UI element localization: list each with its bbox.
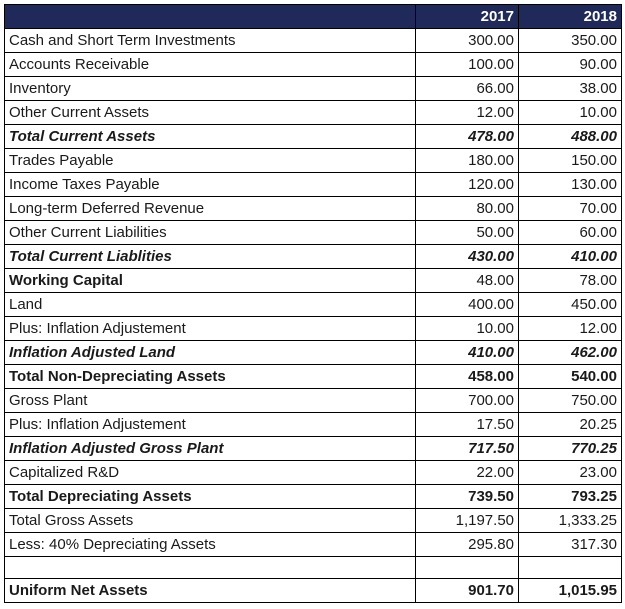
value-2018: 20.25 xyxy=(519,413,622,437)
row-label: Long-term Deferred Revenue xyxy=(5,197,416,221)
row-label: Inventory xyxy=(5,77,416,101)
table-row xyxy=(5,485,622,509)
table-row xyxy=(5,77,622,101)
value-2017: 180.00 xyxy=(416,149,519,173)
value-2018: 770.25 xyxy=(519,437,622,461)
table-row xyxy=(5,173,622,197)
value-2017: 717.50 xyxy=(416,437,519,461)
row-label: Inflation Adjusted Land xyxy=(5,341,416,365)
table-body xyxy=(5,29,622,603)
value-2017: 458.00 xyxy=(416,365,519,389)
value-2018: 488.00 xyxy=(519,125,622,149)
value-2018: 1,015.95 xyxy=(519,579,622,603)
value-2018: 78.00 xyxy=(519,269,622,293)
table-row xyxy=(5,29,622,53)
table-row xyxy=(5,341,622,365)
row-label: Uniform Net Assets xyxy=(5,579,416,603)
header-year-2017: 2017 xyxy=(416,5,519,29)
header-label-cell xyxy=(5,5,416,29)
value-2017: 300.00 xyxy=(416,29,519,53)
value-2018: 1,333.25 xyxy=(519,509,622,533)
table-row xyxy=(5,269,622,293)
row-label: Plus: Inflation Adjustement xyxy=(5,317,416,341)
row-label: Less: 40% Depreciating Assets xyxy=(5,533,416,557)
table-row xyxy=(5,53,622,77)
row-label: Gross Plant xyxy=(5,389,416,413)
header-row xyxy=(5,5,622,29)
value-2017: 410.00 xyxy=(416,341,519,365)
balance-sheet-table xyxy=(4,4,622,603)
table-row xyxy=(5,389,622,413)
value-2018: 60.00 xyxy=(519,221,622,245)
header-year-2018: 2018 xyxy=(519,5,622,29)
value-2018: 462.00 xyxy=(519,341,622,365)
table-row xyxy=(5,197,622,221)
value-2017: 100.00 xyxy=(416,53,519,77)
value-2017: 478.00 xyxy=(416,125,519,149)
value-2018: 450.00 xyxy=(519,293,622,317)
value-2017: 739.50 xyxy=(416,485,519,509)
row-label: Other Current Assets xyxy=(5,101,416,125)
table-row xyxy=(5,365,622,389)
value-2017: 48.00 xyxy=(416,269,519,293)
value-2017: 80.00 xyxy=(416,197,519,221)
table-row xyxy=(5,437,622,461)
value-2017: 10.00 xyxy=(416,317,519,341)
value-2018: 10.00 xyxy=(519,101,622,125)
row-label: Trades Payable xyxy=(5,149,416,173)
table-row xyxy=(5,461,622,485)
table-row xyxy=(5,533,622,557)
value-2017: 66.00 xyxy=(416,77,519,101)
table-row xyxy=(5,101,622,125)
row-label: Total Gross Assets xyxy=(5,509,416,533)
value-2018: 350.00 xyxy=(519,29,622,53)
value-2017: 22.00 xyxy=(416,461,519,485)
table-row xyxy=(5,413,622,437)
value-2018: 90.00 xyxy=(519,53,622,77)
value-2018: 130.00 xyxy=(519,173,622,197)
value-2017: 50.00 xyxy=(416,221,519,245)
value-2017: 295.80 xyxy=(416,533,519,557)
value-2017: 17.50 xyxy=(416,413,519,437)
row-label: Cash and Short Term Investments xyxy=(5,29,416,53)
table-row xyxy=(5,509,622,533)
row-label: Income Taxes Payable xyxy=(5,173,416,197)
row-label: Total Current Assets xyxy=(5,125,416,149)
value-2017: 12.00 xyxy=(416,101,519,125)
value-2017: 400.00 xyxy=(416,293,519,317)
row-label: Working Capital xyxy=(5,269,416,293)
row-label xyxy=(5,557,416,579)
value-2017: 430.00 xyxy=(416,245,519,269)
value-2018: 540.00 xyxy=(519,365,622,389)
value-2017: 700.00 xyxy=(416,389,519,413)
table-row xyxy=(5,245,622,269)
value-2017: 1,197.50 xyxy=(416,509,519,533)
row-label: Total Current Liablities xyxy=(5,245,416,269)
table-row xyxy=(5,221,622,245)
row-label: Total Depreciating Assets xyxy=(5,485,416,509)
value-2018: 750.00 xyxy=(519,389,622,413)
value-2018 xyxy=(519,557,622,579)
value-2018: 317.30 xyxy=(519,533,622,557)
value-2018: 70.00 xyxy=(519,197,622,221)
value-2018: 38.00 xyxy=(519,77,622,101)
value-2017: 120.00 xyxy=(416,173,519,197)
table-row xyxy=(5,317,622,341)
value-2018: 150.00 xyxy=(519,149,622,173)
row-label: Land xyxy=(5,293,416,317)
value-2018: 793.25 xyxy=(519,485,622,509)
value-2017 xyxy=(416,557,519,579)
table-row xyxy=(5,557,622,579)
table-row xyxy=(5,125,622,149)
row-label: Total Non-Depreciating Assets xyxy=(5,365,416,389)
row-label: Other Current Liabilities xyxy=(5,221,416,245)
row-label: Inflation Adjusted Gross Plant xyxy=(5,437,416,461)
table-row xyxy=(5,579,622,603)
value-2017: 901.70 xyxy=(416,579,519,603)
value-2018: 12.00 xyxy=(519,317,622,341)
row-label: Plus: Inflation Adjustement xyxy=(5,413,416,437)
table-row xyxy=(5,293,622,317)
table-row xyxy=(5,149,622,173)
value-2018: 23.00 xyxy=(519,461,622,485)
value-2018: 410.00 xyxy=(519,245,622,269)
row-label: Accounts Receivable xyxy=(5,53,416,77)
row-label: Capitalized R&D xyxy=(5,461,416,485)
